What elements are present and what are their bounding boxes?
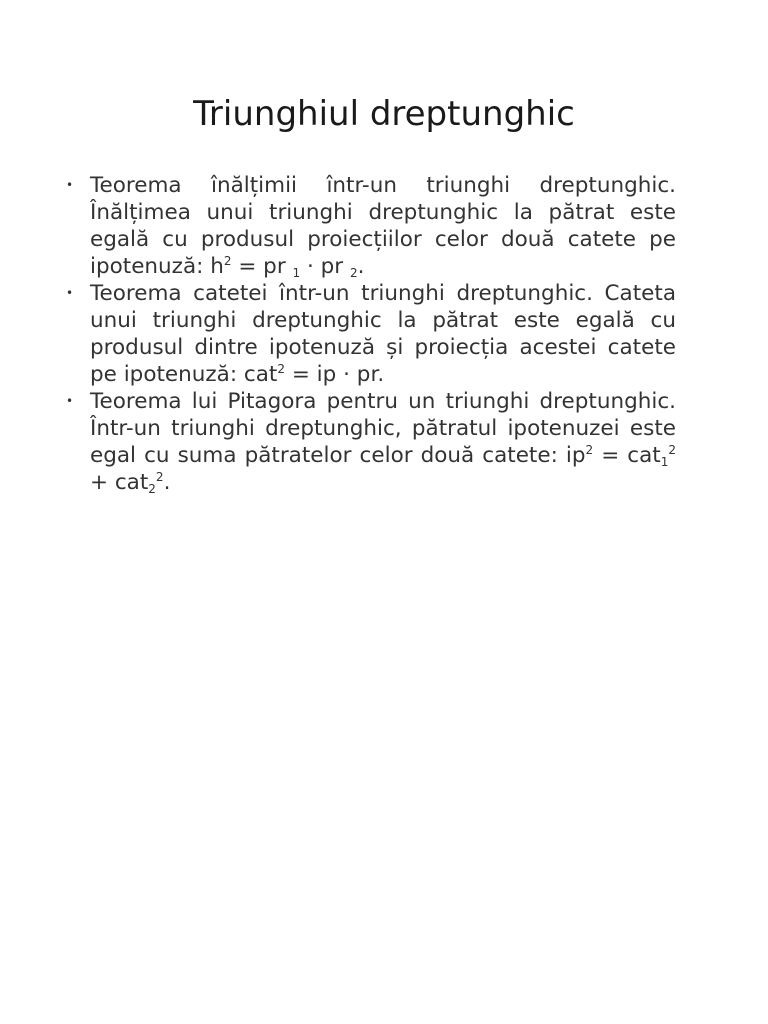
formula-text: = ip · pr.: [285, 362, 385, 387]
formula-text: = cat: [593, 443, 661, 468]
superscript: 2: [223, 254, 232, 268]
subscript: 1: [292, 266, 301, 280]
theorem-text: Teorema lui Pitagora pentru un triunghi dreptunghic. Într-un triunghi dreptunghic, pătratul ipotenuzei este egal cu suma pătratelor celor două catete: ip: [90, 389, 676, 468]
bullet-icon: •: [66, 178, 74, 192]
formula-text: = pr: [231, 254, 293, 279]
theorem-list: [66, 172, 676, 496]
formula-text: .: [163, 470, 171, 495]
superscript: 2: [155, 470, 164, 484]
superscript: 2: [668, 443, 676, 457]
theorem-text: Teorema catetei într-un triunghi dreptunghic. Cateta unui triunghi dreptunghic la pătrat este egală cu produsul dintre ipotenuză și proiecția acestei catete pe ipotenuză: cat: [90, 281, 676, 387]
formula-text: + cat: [90, 470, 149, 495]
superscript: 2: [277, 362, 285, 376]
list-item: [66, 172, 676, 280]
list-item: [66, 280, 676, 388]
subscript: 2: [349, 266, 358, 280]
subscript: 1: [660, 455, 669, 469]
bullet-icon: •: [66, 286, 74, 300]
formula-text: · pr: [300, 254, 350, 279]
theorem-text: Teorema înălțimii într-un triunghi dreptunghic. Înălțimea unui triunghi dreptunghic la pătrat este egală cu produsul proiecțiilor celor două catete pe ipotenuză: h: [90, 173, 676, 279]
list-item: [66, 388, 676, 496]
superscript: 2: [585, 443, 594, 457]
formula-text: .: [357, 254, 365, 279]
subscript: 2: [148, 482, 156, 496]
bullet-icon: •: [66, 394, 74, 408]
page-title: Triunghiul dreptunghic: [193, 94, 575, 134]
